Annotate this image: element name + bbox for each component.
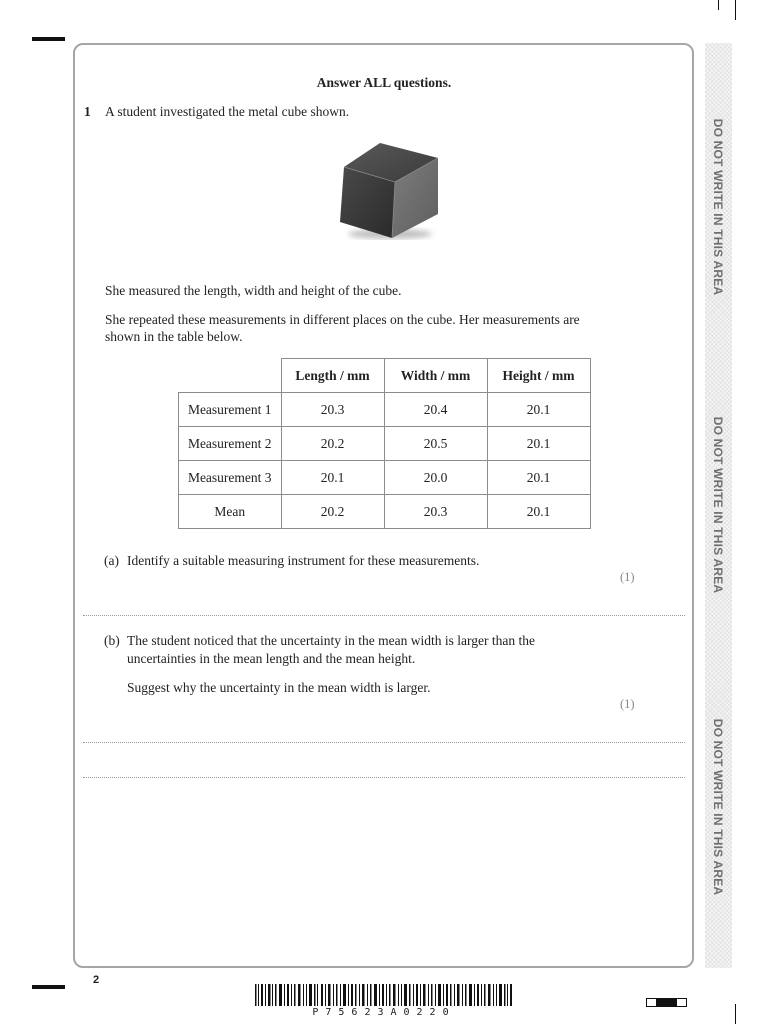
- question-intro: A student investigated the metal cube shown.: [105, 104, 350, 119]
- question-number: 1: [84, 104, 91, 119]
- table-cell: 20.1: [487, 495, 590, 529]
- answer-line[interactable]: [83, 777, 685, 778]
- table-cell: Measurement 3: [179, 461, 282, 495]
- metal-cube-image: [330, 140, 445, 240]
- page-number: 2: [93, 974, 100, 986]
- part-a-label: (a): [104, 553, 119, 568]
- registration-mark: [735, 0, 736, 20]
- registration-mark: [32, 985, 65, 989]
- part-a-question: Identify a suitable measuring instrument for these measurements.: [127, 553, 480, 568]
- page-heading: Answer ALL questions.: [316, 75, 452, 90]
- table-header-cell: Width / mm: [384, 359, 487, 393]
- part-b-marks: (1): [620, 697, 635, 711]
- answer-line[interactable]: [83, 615, 685, 616]
- table-cell: 20.1: [487, 393, 590, 427]
- do-not-write-warning: DO NOT WRITE IN THIS AREA: [711, 416, 725, 594]
- table-cell: 20.3: [384, 495, 487, 529]
- registration-mark: [32, 37, 65, 41]
- part-a-marks: (1): [620, 570, 635, 584]
- page-marker-boxes: [646, 998, 686, 1016]
- table-cell: Measurement 2: [179, 427, 282, 461]
- part-b-question: The student noticed that the uncertainty in the mean width is larger than the: [127, 633, 536, 648]
- question-paragraph: She measured the length, width and height of the cube.: [105, 283, 402, 298]
- part-b-question: Suggest why the uncertainty in the mean width is larger.: [127, 680, 431, 695]
- barcode-number: P75623A0220: [312, 1007, 456, 1018]
- table-cell: Mean: [179, 495, 282, 529]
- part-b-label: (b): [104, 633, 120, 648]
- part-b-question: uncertainties in the mean length and the mean height.: [127, 651, 416, 666]
- question-paragraph: She repeated these measurements in different places on the cube. Her measurements are: [105, 312, 580, 327]
- table-header-cell: Length / mm: [281, 359, 384, 393]
- table-cell: 20.2: [281, 495, 384, 529]
- do-not-write-warning: DO NOT WRITE IN THIS AREA: [711, 118, 725, 296]
- table-cell: 20.5: [384, 427, 487, 461]
- table-cell: 20.4: [384, 393, 487, 427]
- table-cell: 20.1: [487, 461, 590, 495]
- question-paragraph: shown in the table below.: [105, 329, 243, 344]
- table-row: [179, 427, 591, 461]
- do-not-write-warning: DO NOT WRITE IN THIS AREA: [711, 718, 725, 896]
- table-cell: 20.1: [487, 427, 590, 461]
- table-cell: 20.3: [281, 393, 384, 427]
- table-cell: 20.0: [384, 461, 487, 495]
- table-cell: Measurement 1: [179, 393, 282, 427]
- measurements-table: [178, 358, 591, 529]
- registration-mark: [735, 1004, 736, 1024]
- table-header-cell: [179, 359, 282, 393]
- table-header-row: [179, 359, 591, 393]
- registration-mark: [718, 0, 719, 10]
- barcode-image: [255, 984, 513, 1006]
- table-cell: 20.1: [281, 461, 384, 495]
- table-row: [179, 461, 591, 495]
- table-row: [179, 495, 591, 529]
- table-header-cell: Height / mm: [487, 359, 590, 393]
- answer-line[interactable]: [83, 742, 685, 743]
- table-cell: 20.2: [281, 427, 384, 461]
- marker-box: [676, 998, 687, 1007]
- table-row: [179, 393, 591, 427]
